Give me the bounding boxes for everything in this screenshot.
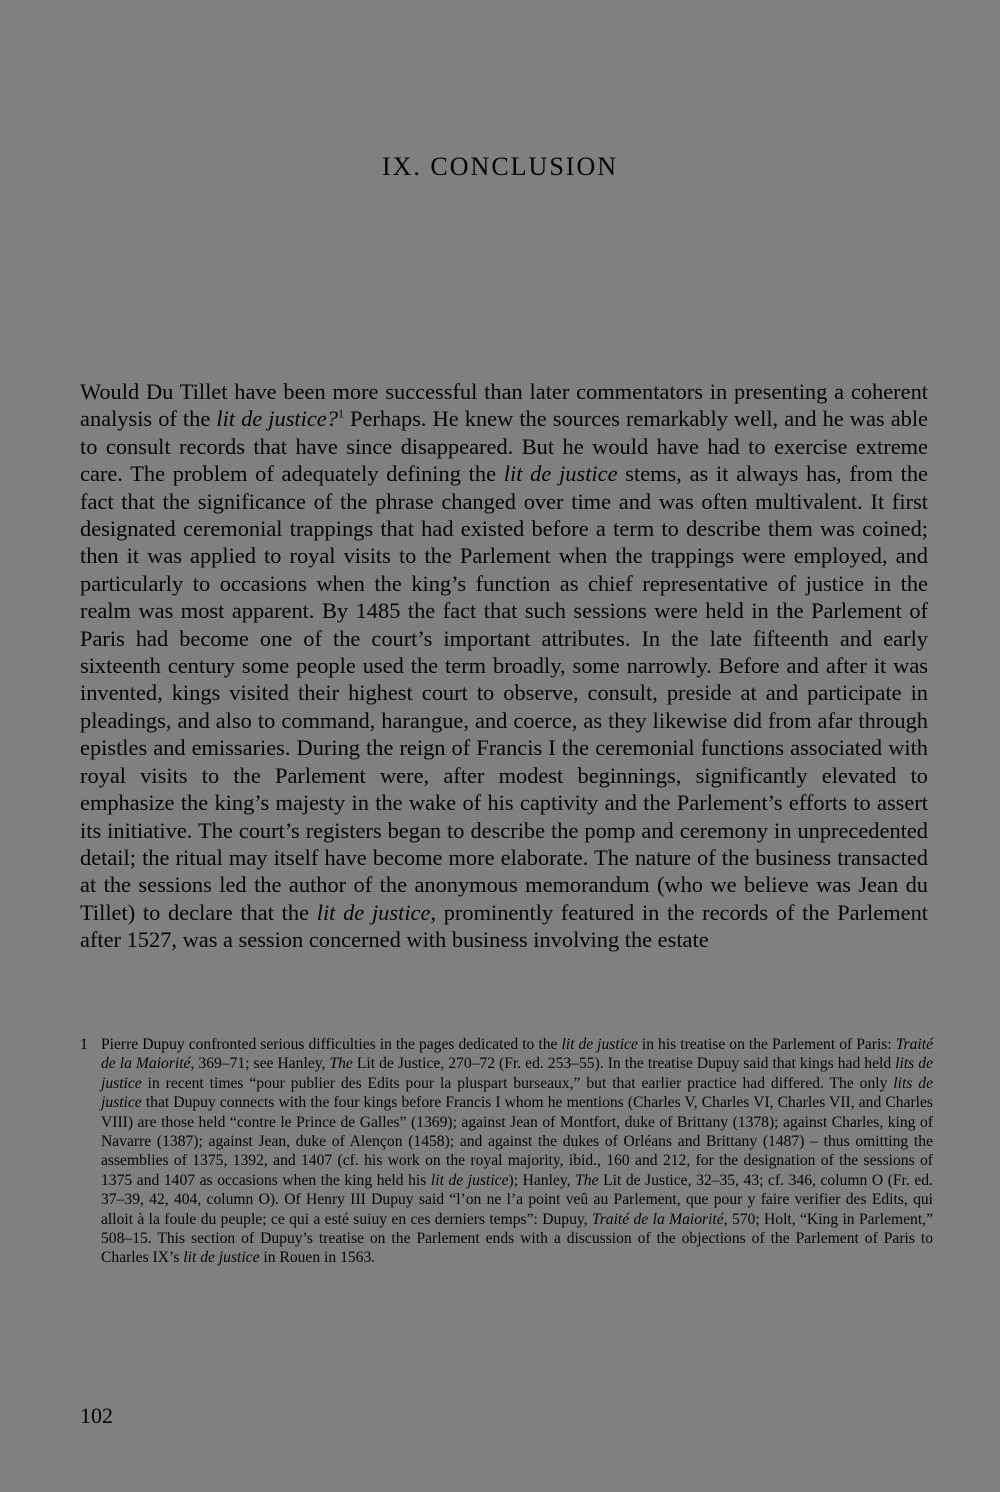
footnote-text-run: ); Hanley,: [508, 1171, 576, 1189]
footnote-italic-run: lit de justice: [561, 1036, 638, 1053]
footnote-italic-run: lit de justice: [183, 1249, 260, 1267]
body-italic-run: lit de justice: [316, 899, 431, 925]
footnote-text-run: in Rouen in 1563.: [259, 1249, 376, 1267]
footnote-text-run: in recent times “pour publier des Edits pour la pluspart burseaux,” but that earlier practice had differed. The only: [141, 1074, 894, 1092]
footnote-italic-run: The: [329, 1055, 353, 1073]
footnote-italic-run: Traité de la Maiorité: [101, 1036, 934, 1073]
footnote-text-run: Pierre Dupuy confronted serious difficulties in the pages dedicated to the: [101, 1036, 562, 1053]
footnote-italic-run: The: [575, 1171, 599, 1189]
footnote-text-run: Lit de Justice, 32–35, 43; cf. 346, column O (Fr. ed. 37–39, 42, 404, column O). Of Henry III Dupuy said “l’on ne l’a point veû au Parlement, que pour y faire verifier des Edits, qui alloit à la foule du peuple; ce qui a esté suiuy en ces derniers temps”: Dupuy,: [101, 1171, 933, 1228]
chapter-title: IX. CONCLUSION: [382, 152, 618, 181]
footnote-italic-run: lits de justice: [101, 1055, 933, 1092]
footnote-number: 1: [80, 1036, 88, 1053]
body-paragraph: [80, 378, 928, 954]
body-text-run: ?: [326, 406, 338, 432]
body-text-run: stems, as it always has, from the fact that the significance of the phrase changed over time and was often multivalent. It first designated ceremonial trappings that had existed before a term to describe them was coined; then it was applied to royal visits to the Parlement when the trappings were employed, and particularly to occasions when the king’s function as chief representative of justice in the realm was most apparent. By 1485 the fact that such sessions were held in the Parlement of Paris had become one of the court’s important attributes. In the late fifteenth and early sixteenth century some people used the term broadly, some narrowly. Before and after it was invented, kings visited their highest court to observe, consult, preside at and participate in pleadings, and also to command, harangue, and coerce, as they likewise did from afar through epistles and emissaries. During the reign of Francis I the ceremonial functions associated with royal visits to the Parlement were, after modest beginnings, significantly elevated to emphasize the king’s majesty in the wake of his captivity and the Parlement’s efforts to assert its initiative. The court’s registers began to describe the pomp and ceremony in unprecedented detail; the ritual may itself have become more elaborate. The nature of the business transacted at the sessions led the author of the anonymous memorandum (who we believe was Jean du Tillet) to declare that the: [80, 461, 928, 925]
footnote-italic-run: lits de justice: [101, 1074, 933, 1112]
footnote-italic-run: lit de justice: [430, 1171, 509, 1189]
footnote: [80, 1035, 933, 1268]
body-italic-run: lit de justice: [216, 406, 327, 432]
footnote-text-run: , 570; Holt, “King in Parlement,” 508–15. This section of Dupuy’s treatise on the Parlement ends with a discussion of the objections of the Parlement of Paris to Charles IX’s: [101, 1210, 934, 1267]
body-text-run: , prominently featured in the records of the Parlement after 1527, was a session concerned with business involving the estate: [80, 899, 928, 953]
body-italic-run: lit de justice: [503, 461, 618, 487]
page-number: 102: [80, 1403, 113, 1428]
footnote-text-run: in his treatise on the Parlement of Paris:: [637, 1036, 896, 1053]
body-text-run: Perhaps. He knew the sources remarkably well, and he was able to consult records that have since disappeared. But he would have had to exercise extreme care. The problem of adequately defining the: [80, 406, 928, 487]
footnote-italic-run: Traité de la Maiorité: [591, 1210, 724, 1228]
footnote-text-run: Lit de Justice, 270–72 (Fr. ed. 253–55). In the treatise Dupuy said that kings had held: [352, 1055, 896, 1073]
footnote-text-run: that Dupuy connects with the four kings before Francis I whom he mentions (Charles V, Charles VI, Charles VII, and Charles VIII) are those held “contre le Prince de Galles” (1369); against Jean of Montfort, duke of Brittany (1378); against Charles, king of Navarre (1387); against Jean, duke of Alençon (1458); and against the dukes of Orléans and Brittany (1487) – thus omitting the assemblies of 1375, 1392, and 1407 (cf. his work on the royal majority, ibid., 160 and 212, for the designation of the sessions of 1375 and 1407 as occasions when the king held his: [101, 1094, 933, 1189]
footnote-reference[interactable]: 1: [337, 406, 344, 421]
body-text-run: Would Du Tillet have been more successful than later commentators in presenting a coherent analysis of the: [80, 379, 928, 432]
footnote-text-run: , 369–71; see Hanley,: [190, 1055, 330, 1073]
